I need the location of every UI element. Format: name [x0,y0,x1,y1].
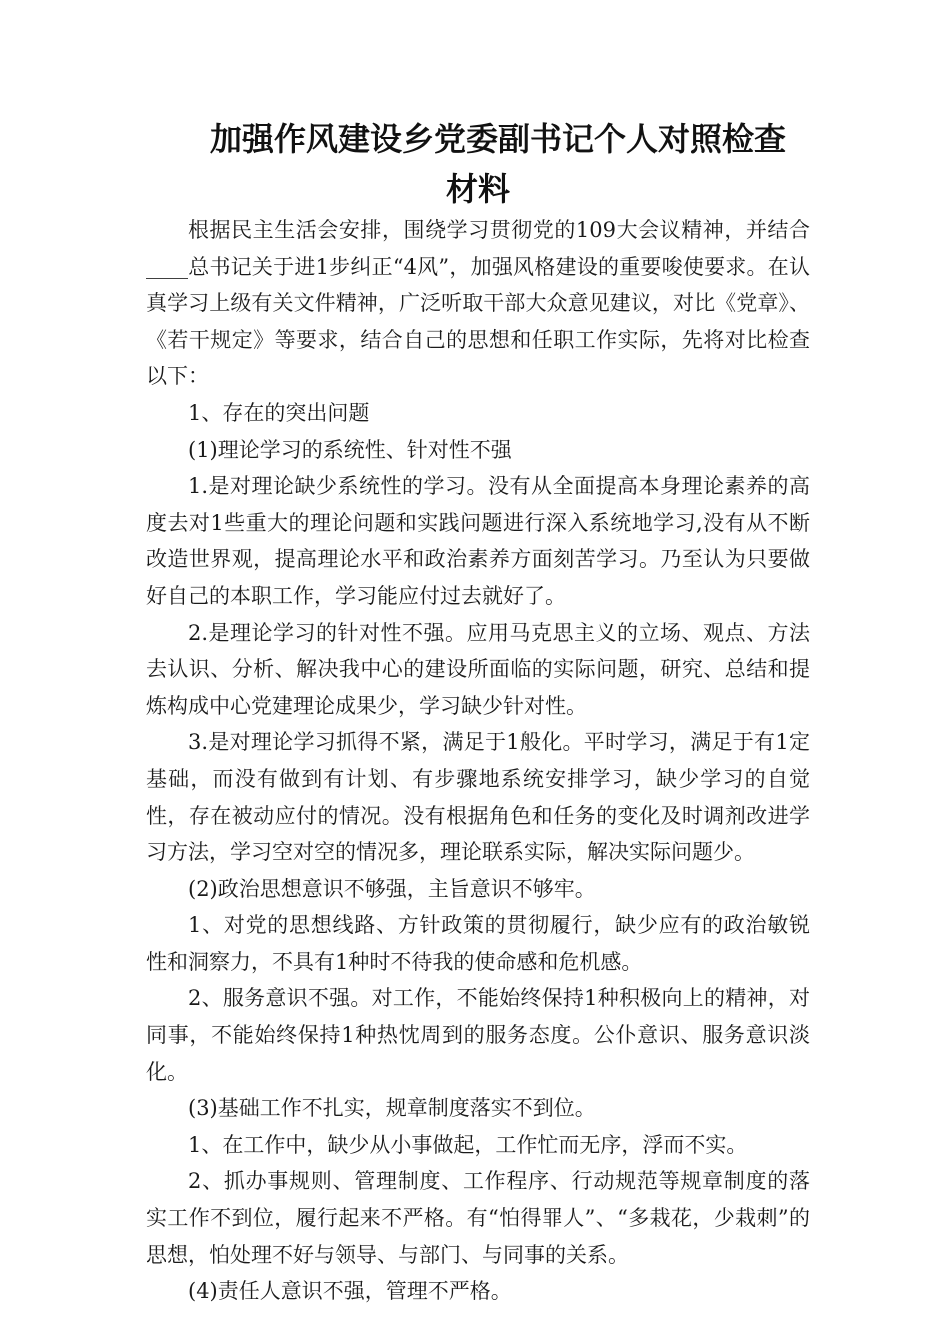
heading-subsection-4: (4)责任人意识不强，管理不严格。 [188,1279,512,1304]
paragraph-intro: 根据民主生活会安排，围绕学习贯彻党的109大会议精神，并结合____总书记关于进1步纠正“4风”，加强风格建设的重要唆使要求。在认真学习上级有关文件精神，广泛听取干部大众意见建议，对比《党章》、《若干规定》等要求，结合自己的思想和任职工作实际，先将对比检查以下： [146,218,810,389]
heading-subsection-2: (2)政治思想意识不够强，主旨意识不够牢。 [188,876,596,901]
document-body [146,212,810,1310]
paragraph-item: 3.是对理论学习抓得不紧，满足于1般化。平时学习，满足于有1定基础，而没有做到有计划、有步骤地系统安排学习，缺少学习的自觉性，存在被动应付的情况。没有根据角色和任务的变化及时调剂改进学习方法，学习空对空的情况多，理论联系实际，解决实际问题少。 [146,730,810,865]
paragraph-item: 2、服务意识不强。对工作，不能始终保持1种积极向上的精神，对同事，不能始终保持1种热忱周到的服务态度。公仆意识、服务意识淡化。 [146,986,810,1084]
paragraph-item: 1、对党的思想线路、方针政策的贯彻履行，缺少应有的政治敏锐性和洞察力，不具有1种时不待我的使命感和危机感。 [146,913,810,974]
heading-subsection-1: (1)理论学习的系统性、针对性不强 [188,437,512,462]
document-title-line-2: 材料 [445,170,510,208]
paragraph-item: 1.是对理论缺少系统性的学习。没有从全面提高本身理论素养的高度去对1些重大的理论问题和实践问题进行深入系统地学习,没有从不断改造世界观，提高理论水平和政治素养方面刻苦学习。乃至认为只要做好自己的本职工作，学习能应付过去就好了。 [146,474,810,608]
heading-subsection-3: (3)基础工作不扎实，规章制度落实不到位。 [188,1096,596,1121]
heading-section-1: 1、存在的突出问题 [188,400,370,425]
paragraph-item: 2、抓办事规则、管理制度、工作程序、行动规范等规章制度的落实工作不到位，履行起来不严格。有“怕得罪人”、“多栽花，少栽刺”的思想，怕处理不好与领导、与部门、与同事的关系。 [146,1169,810,1267]
paragraph-item: 2.是理论学习的针对性不强。应用马克思主义的立场、观点、方法去认识、分析、解决我中心的建设所面临的实际问题，研究、总结和提炼构成中心党建理论成果少，学习缺少针对性。 [146,620,810,718]
document-title-line-1: 加强作风建设乡党委副书记个人对照检查 [209,120,786,158]
paragraph-item: 1、在工作中，缺少从小事做起，工作忙而无序，浮而不实。 [188,1132,748,1157]
